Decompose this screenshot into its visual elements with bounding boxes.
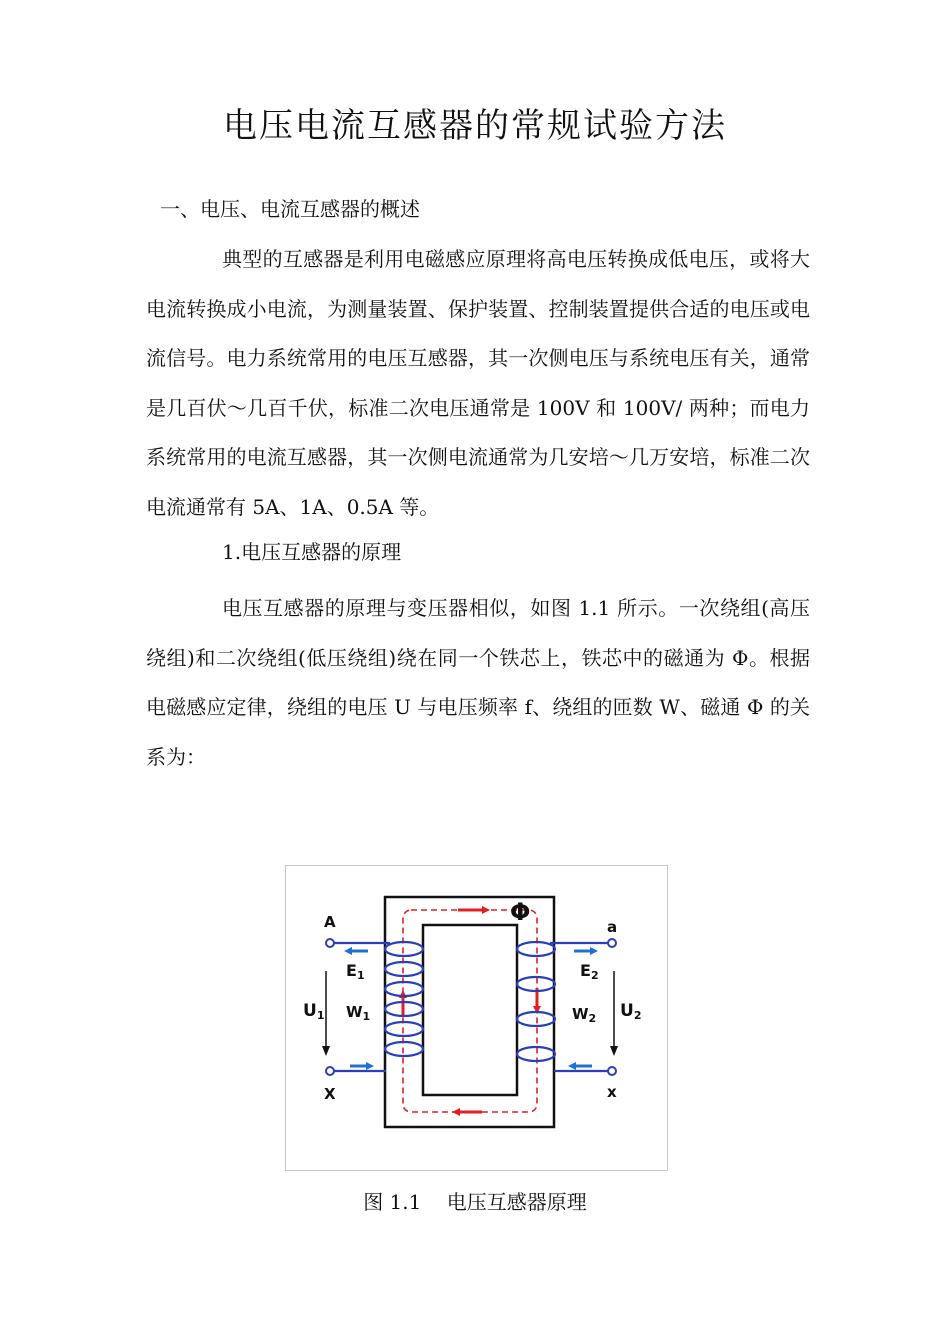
flux-arrow-top	[458, 906, 490, 914]
E2-label: E2	[580, 961, 599, 982]
secondary-winding	[517, 942, 608, 1071]
terminal-X-label: X	[324, 1085, 336, 1103]
current-arrow-primary-bottom	[350, 1062, 374, 1070]
U2-label: U2	[620, 1001, 642, 1022]
W2-label: $W_2$	[572, 1005, 597, 1025]
U1-label: U1	[303, 1001, 325, 1022]
paragraph-overview: 典型的互感器是利用电磁感应原理将高电压转换成低电压，或将大电流转换成小电流，为测量装置、保护装置、控制装置提供合适的电压或电流信号。电力系统常用的电压互感器，其一次侧电压与系统电压有关，通常是几百伏～几百千伏，标准二次电压通常是 100V 和 100V/ 两种；而电力系统常用的电流互感器，其一次侧电流通常为几安培～几万安培，标准二次电流通常有 5A、1A、0.5A 等。	[146, 247, 810, 519]
core-window	[423, 925, 517, 1095]
transformer-diagram	[286, 866, 667, 1170]
W1-subscript: 1	[362, 1010, 371, 1023]
figure-caption: 图 1.1 电压互感器原理	[363, 1190, 587, 1214]
voltage-arrow-U2	[610, 971, 618, 1056]
terminal-a-label: a	[607, 918, 618, 936]
terminal-a	[608, 939, 616, 947]
paragraph-vt-principle: 电压互感器的原理与变压器相似，如图 1.1 所示。一次绕组(高压绕组)和二次绕组(低压绕组)绕在同一个铁芯上，铁芯中的磁通为 Φ。根据电磁感应定律，绕组的电压 U 与电压频率 f、绕组的匝数 W、磁通 Φ 的关系为：	[146, 596, 810, 769]
U1-subscript: 1	[316, 1009, 325, 1022]
E1-label: E1	[346, 961, 365, 982]
terminal-x	[608, 1067, 616, 1075]
terminal-x-label: x	[607, 1083, 617, 1101]
terminal-A-label: A	[324, 913, 336, 931]
W2-subscript: 2	[588, 1012, 597, 1025]
U2-subscript: 2	[633, 1009, 642, 1022]
E1-subscript: 1	[356, 969, 365, 982]
phi-label: Φ	[510, 898, 531, 926]
current-arrow-primary-top	[344, 947, 368, 955]
E2-subscript: 2	[590, 969, 599, 982]
page-title: 电压电流互感器的常规试验方法	[223, 106, 727, 146]
figure-vt-diagram	[285, 865, 668, 1171]
terminal-A	[326, 939, 334, 947]
subheading-vt-principle: 1.电压互感器的原理	[222, 540, 402, 564]
section-heading: 一、电压、电流互感器的概述	[160, 197, 420, 221]
W1-label: $W_1$	[346, 1003, 371, 1023]
terminal-X	[326, 1067, 334, 1075]
flux-arrow-bottom	[452, 1108, 482, 1116]
current-arrow-secondary-top	[574, 947, 598, 955]
current-arrow-secondary-bottom	[568, 1062, 592, 1070]
